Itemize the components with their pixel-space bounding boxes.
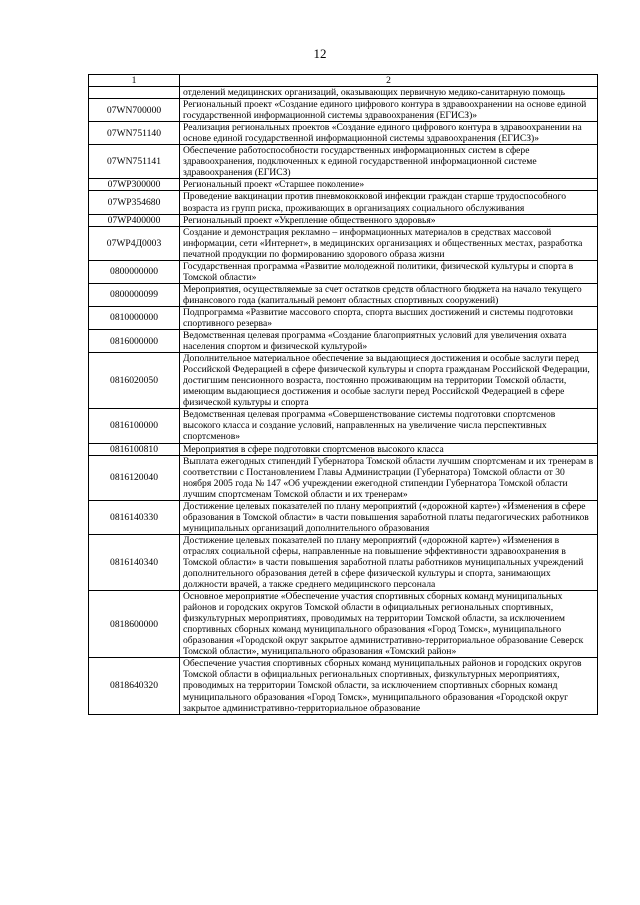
row-code-cell: 0816000000 <box>89 330 180 353</box>
row-code-cell: 0800000000 <box>89 260 180 283</box>
row-name-cell: Подпрограмма «Развитие массового спорта, спорта высших достижений и системы подготовки спортивного резерва» <box>180 306 598 329</box>
table-row <box>89 260 598 283</box>
page-number: 12 <box>313 46 327 61</box>
column-header-name: 2 <box>180 75 598 87</box>
row-name-cell: Региональный проект «Укрепление общественного здоровья» <box>180 214 598 226</box>
row-code-cell: 07WP354680 <box>89 191 180 214</box>
row-code-cell: 07WP300000 <box>89 179 180 191</box>
row-name-cell: Достижение целевых показателей по плану мероприятий («дорожной карте») «Изменения в сфере образования в Томской области» в части повышения заработной платы педагогических работников муниципальных организаций дополнительного образования <box>180 500 598 534</box>
table-row <box>89 534 598 590</box>
row-code-cell: 07WP4Д0003 <box>89 226 180 260</box>
row-name-cell: Региональный проект «Старшее поколение» <box>180 179 598 191</box>
row-name-cell: Обеспечение участия спортивных сборных команд муниципальных районов и городских округов Томской области в официальных региональных спортивных, физкультурных мероприятиях, проводимых на территории Томской области, за исключением спортивных сборных команд муниципального образования «Город Томск», муниципального образования «Городской округ закрытое административно-территориальное образование <box>180 658 598 714</box>
row-code-cell: 0816120040 <box>89 455 180 500</box>
row-name-cell: Дополнительное материальное обеспечение за выдающиеся достижения и особые заслуги перед Российской Федерацией в сфере физической культуры и спорта гражданам Российской Федерации, достигшим пенсионного возраста, постоянно проживающим на территории Томской области, имеющим выдающиеся достижения и особые заслуги перед Российской Федерацией в сфере физической культуры и спорта <box>180 353 598 409</box>
row-name-cell: отделений медицинских организаций, оказывающих первичную медико-санитарную помощь <box>180 87 598 99</box>
row-name-cell: Ведомственная целевая программа «Создание благоприятных условий для увеличения охвата населения спортом и физической культурой» <box>180 330 598 353</box>
row-name-cell: Мероприятия, осуществляемые за счет остатков средств областного бюджета на начало текущего финансового года (капитальный ремонт областных спортивных сооружений) <box>180 283 598 306</box>
row-code-cell: 0818600000 <box>89 591 180 658</box>
row-code-cell: 0800000099 <box>89 283 180 306</box>
table-row <box>89 591 598 658</box>
row-name-cell: Создание и демонстрация рекламно – информационных материалов в средствах массовой информации, сети «Интернет», в медицинских организациях и общественных местах, разработка печатной продукции по формированию здорового образа жизни <box>180 226 598 260</box>
table-row <box>89 226 598 260</box>
table-row <box>89 500 598 534</box>
table-row <box>89 353 598 409</box>
row-code-cell: 07WP400000 <box>89 214 180 226</box>
row-code-cell: 0810000000 <box>89 306 180 329</box>
table-row <box>89 283 598 306</box>
row-name-cell: Региональный проект «Создание единого цифрового контура в здравоохранении на основе единой государственной информационной системы здравоохранения (ЕГИСЗ)» <box>180 99 598 122</box>
table-row <box>89 455 598 500</box>
row-code-cell: 07WN751140 <box>89 122 180 145</box>
row-code-cell: 0816100000 <box>89 409 180 443</box>
table-row <box>89 306 598 329</box>
table-row <box>89 122 598 145</box>
table-row <box>89 191 598 214</box>
table-row <box>89 214 598 226</box>
row-name-cell: Обеспечение работоспособности государственных информационных систем в сфере здравоохранения, подключенных к единой государственной информационной системе здравоохранения (ЕГИСЗ) <box>180 145 598 179</box>
row-name-cell: Достижение целевых показателей по плану мероприятий («дорожной карте») «Изменения в отраслях социальной сферы, направленные на повышение эффективности здравоохранения в Томской области» в части повышения заработной платы работников муниципальных учреждений дополнительного образования детей в сфере физической культуры и спорта, занимающих должности врачей, а также среднего медицинского персонала <box>180 534 598 590</box>
row-code-cell: 0816020050 <box>89 353 180 409</box>
table-row <box>89 87 598 99</box>
row-code-cell: 0816140340 <box>89 534 180 590</box>
row-name-cell: Ведомственная целевая программа «Совершенствование системы подготовки спортсменов высокого класса и создание условий, направленных на увеличение числа перспективных спортсменов» <box>180 409 598 443</box>
row-code-cell: 0816140330 <box>89 500 180 534</box>
table-row <box>89 145 598 179</box>
row-name-cell: Реализация региональных проектов «Создание единого цифрового контура в здравоохранении на основе единой государственной информационной системы здравоохранения (ЕГИСЗ)» <box>180 122 598 145</box>
row-code-cell: 0818640320 <box>89 658 180 714</box>
row-name-cell: Выплата ежегодных стипендий Губернатора Томской области лучшим спортсменам и их тренерам в соответствии с Постановлением Главы Администрации (Губернатора) Томской области от 30 ноября 2005 года № 147 «Об учреждении ежегодной стипендии Губернатора Томской области лучшим спортсменам Томской области и их тренерам» <box>180 455 598 500</box>
row-code-cell: 07WN751141 <box>89 145 180 179</box>
table-row <box>89 658 598 714</box>
budget-classification-table <box>88 74 598 715</box>
table-header-row <box>89 75 598 87</box>
row-name-cell: Основное мероприятие «Обеспечение участия спортивных сборных команд муниципальных районов и городских округов Томской области в официальных региональных спортивных, физкультурных мероприятиях, проводимых на территории Томской области, за исключением спортивных сборных команд муниципального образования «Город Томск», муниципального образования «Городской округ закрытое административно-территориальное образование Северск Томской области», муниципального образования «Томский район» <box>180 591 598 658</box>
row-code-cell <box>89 87 180 99</box>
column-header-code: 1 <box>89 75 180 87</box>
row-name-cell: Мероприятия в сфере подготовки спортсменов высокого класса <box>180 443 598 455</box>
row-name-cell: Государственная программа «Развитие молодежной политики, физической культуры и спорта в Томской области» <box>180 260 598 283</box>
table-row <box>89 179 598 191</box>
table-row <box>89 330 598 353</box>
row-code-cell: 0816100810 <box>89 443 180 455</box>
table-row <box>89 99 598 122</box>
table-row <box>89 409 598 443</box>
table-row <box>89 443 598 455</box>
row-code-cell: 07WN700000 <box>89 99 180 122</box>
row-name-cell: Проведение вакцинации против пневмококковой инфекции граждан старше трудоспособного возраста из групп риска, проживающих в организациях социального обслуживания <box>180 191 598 214</box>
